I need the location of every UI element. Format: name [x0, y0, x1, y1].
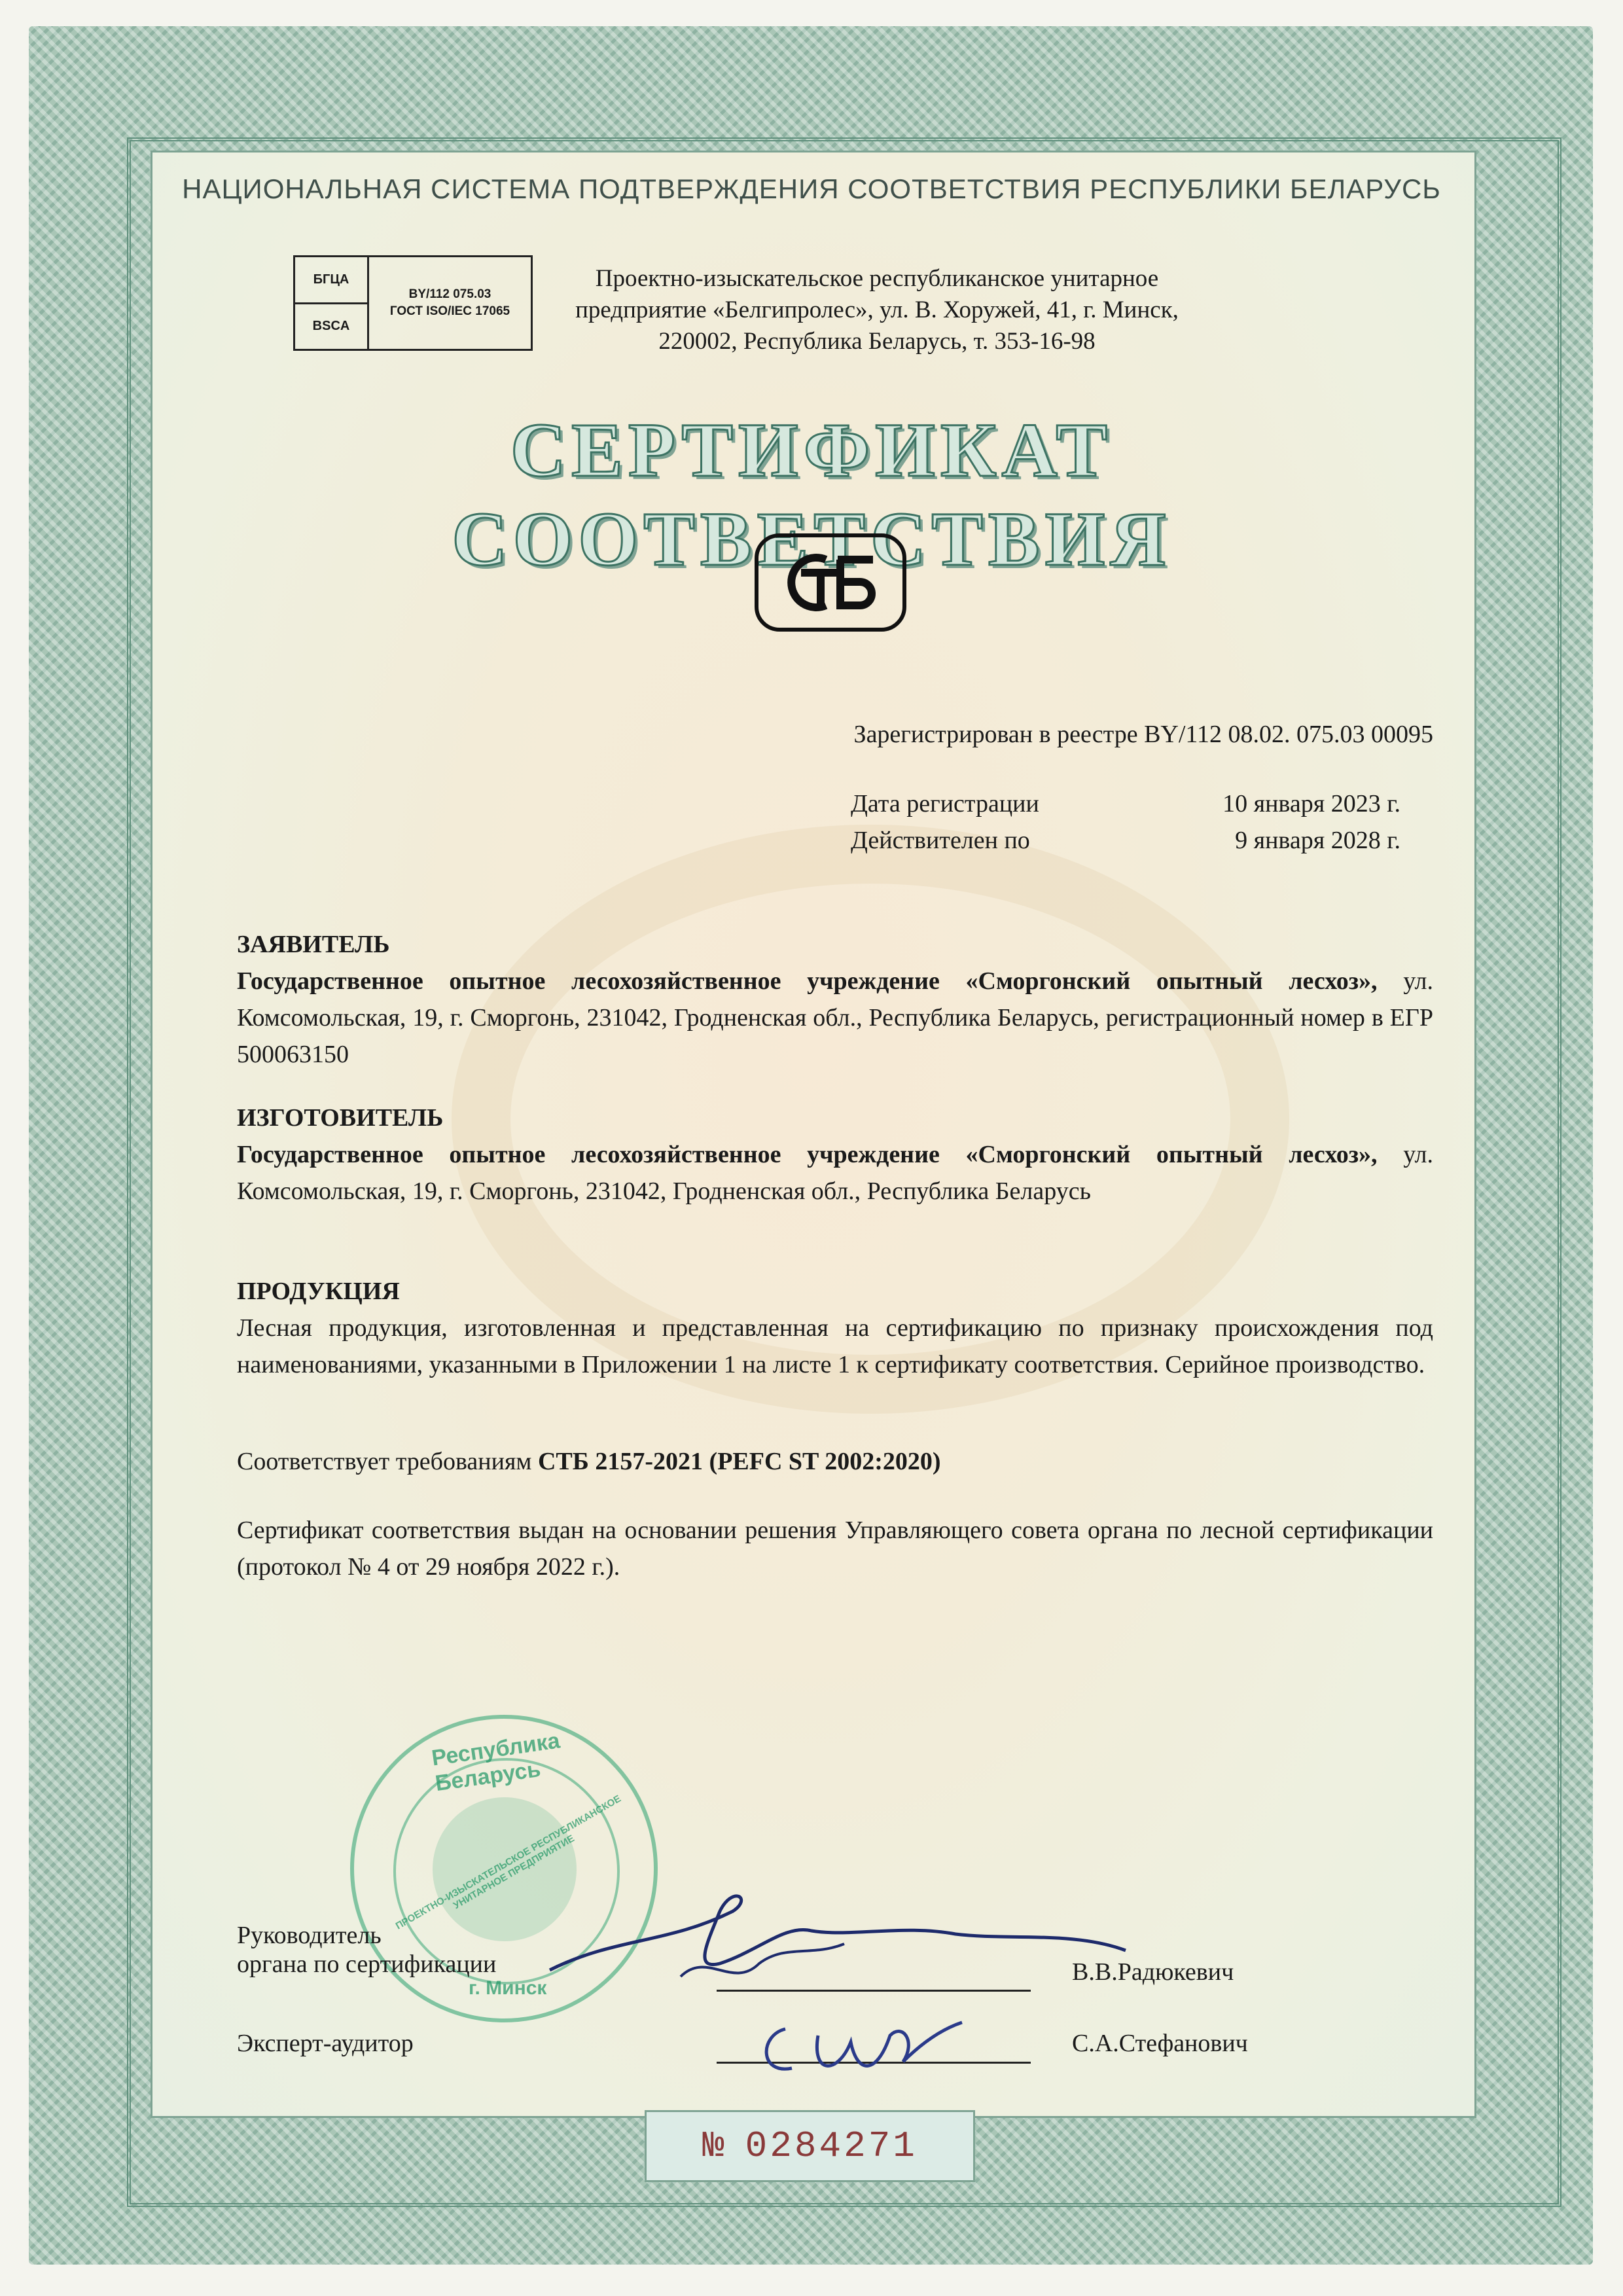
certification-body: Проектно-изыскательское республиканское унитарное предприятие «Белгипролес», ул. В. Хоружей, 41, г. Минск, 220002, Республика Беларусь, т. 353-16-98 — [575, 265, 1179, 355]
product-description: Лесная продукция, изготовленная и представленная на сертификацию по признаку происхождения под наименованиями, указанными в Приложении 1 на листе 1 к сертификату соответствия. Серийное производство. — [237, 1314, 1433, 1378]
validity-dates — [851, 785, 1400, 859]
stamp-country: Республика Беларусь — [430, 1728, 562, 1797]
accreditation-mark — [293, 255, 533, 351]
document-title: СЕРТИФИКАТ СООТВЕТСТВИЯ — [452, 407, 1171, 582]
expert-label: Эксперт-аудитор — [237, 2030, 414, 2057]
applicant-name: Государственное опытное лесохозяйственное учреждение «Сморгонский опытный лесхоз», — [237, 967, 1378, 995]
product-heading: ПРОДУКЦИЯ — [237, 1278, 400, 1305]
registration-date-label: Дата регистрации — [851, 790, 1039, 817]
product-section — [237, 1273, 1433, 1383]
manufacturer-address: ул. Комсомольская, 19, г. Сморгонь, 231042, Гродненская обл., Республика Беларусь — [237, 1141, 1433, 1205]
registry-number: Зарегистрирован в реестре BY/112 08.02. 075.03 00095 — [853, 721, 1433, 748]
compliance-prefix: Соответствует требованиям — [237, 1448, 538, 1475]
expert-name: С.А.Стефанович — [1072, 2030, 1248, 2057]
serial-number-box — [645, 2110, 975, 2182]
compliance-standard: СТБ 2157-2021 (PEFC ST 2002:2020) — [537, 1448, 941, 1475]
stb-mark-icon — [755, 533, 906, 632]
compliance-line — [237, 1443, 1433, 1480]
head-name: В.В.Радюкевич — [1072, 1958, 1234, 1986]
applicant-section — [237, 926, 1433, 1073]
manufacturer-heading: ИЗГОТОВИТЕЛЬ — [237, 1104, 444, 1132]
manufacturer-name: Государственное опытное лесохозяйственное учреждение «Сморгонский опытный лесхоз», — [237, 1141, 1378, 1168]
serial-prefix: № — [702, 2125, 727, 2167]
head-label-line2: органа по сертификации — [237, 1950, 497, 1978]
system-title: НАЦИОНАЛЬНАЯ СИСТЕМА ПОДТВЕРЖДЕНИЯ СООТВЕТСТВИЯ РЕСПУБЛИКИ БЕЛАРУСЬ — [182, 173, 1441, 204]
issue-basis: Сертификат соответствия выдан на основании решения Управляющего совета органа по лесной сертификации (протокол № 4 от 29 ноября 2022 г.). — [237, 1516, 1433, 1581]
stamp-city: г. Минск — [469, 1977, 547, 1999]
accreditation-number: BY/112 075.03 — [408, 287, 491, 301]
accreditation-bgca: БГЦА — [295, 257, 367, 304]
serial-number: 0284271 — [745, 2125, 918, 2167]
applicant-address: ул. Комсомольская, 19, г. Сморгонь, 231042, Гродненская обл., Республика Беларусь, регистрационный номер в ЕГР 500063150 — [237, 967, 1433, 1068]
accreditation-bsca: BSCA — [312, 319, 350, 334]
valid-until-label: Действителен по — [851, 827, 1030, 854]
head-signature-icon — [537, 1872, 1165, 2003]
expert-signature-icon — [746, 2003, 1008, 2088]
manufacturer-section — [237, 1100, 1433, 1210]
applicant-heading: ЗАЯВИТЕЛЬ — [237, 931, 390, 958]
accreditation-standard: ГОСТ ISO/IEC 17065 — [389, 304, 510, 318]
stamp-ring-text: ПРОЕКТНО-ИЗЫСКАТЕЛЬСКОЕ РЕСПУБЛИКАНСКОЕ УНИТАРНОЕ ПРЕДПРИЯТИЕ — [393, 1793, 623, 1932]
valid-until-value: 9 января 2028 г. — [1235, 827, 1400, 854]
head-label-line1: Руководитель — [237, 1922, 382, 1949]
registration-date-value: 10 января 2023 г. — [1222, 790, 1400, 817]
